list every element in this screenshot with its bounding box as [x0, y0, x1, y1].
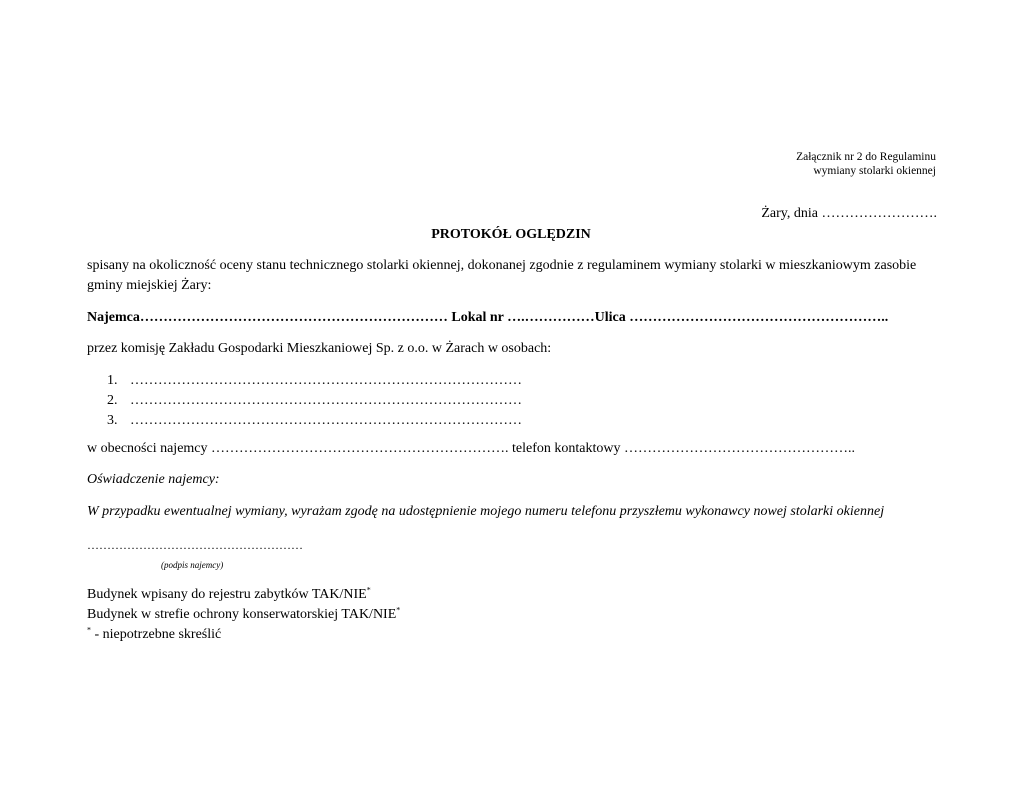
annex-line-2: wymiany stolarki okiennej [813, 165, 936, 177]
list-item [107, 391, 522, 411]
commission-members-list [107, 371, 522, 431]
list-item-number: 3. [107, 413, 118, 428]
signature-line: ……………………………………………… [87, 538, 303, 552]
building-registry-text: Budynek wpisany do rejestru zabytków TAK/NIE [87, 587, 367, 602]
list-item [107, 371, 522, 391]
presence-line: w obecności najemcy ………………………………………………………. telefon kontaktowy ………………………………………….. [87, 441, 855, 456]
annex-header [796, 150, 936, 178]
asterisk-mark: * [396, 605, 401, 615]
annex-line-1: Załącznik nr 2 do Regulaminu [796, 151, 936, 163]
building-conservation-text: Budynek w strefie ochrony konserwatorskiej TAK/NIE [87, 607, 397, 622]
statement-body: W przypadku ewentualnej wymiany, wyrażam zgodę na udostępnienie mojego numeru telefonu przyszłemu wykonawcy nowej stolarki okiennej [87, 504, 885, 519]
intro-paragraph: spisany na okoliczność oceny stanu technicznego stolarki okiennej, dokonanej zgodnie z regulaminem wymiany stolarki w mieszkaniowym zasobie gminy miejskiej Żary: [87, 258, 917, 293]
commission-line: przez komisję Zakładu Gospodarki Mieszkaniowej Sp. z o.o. w Żarach w osobach: [87, 341, 552, 356]
place-date: Żary, dnia ……………………. [761, 206, 937, 221]
list-item-number: 1. [107, 373, 118, 388]
footnote-text: - niepotrzebne skreślić [91, 627, 222, 642]
list-item-dots: ………………………………………………………………………… [130, 413, 522, 428]
asterisk-mark: * [366, 585, 371, 595]
list-item-dots: ………………………………………………………………………… [130, 373, 522, 388]
statement-heading: Oświadczenie najemcy: [87, 472, 220, 487]
tenant-line: Najemca………………………………………………………… Lokal nr ….……………Ulica ……………………………………………….. [87, 310, 889, 325]
document-title: PROTOKÓŁ OGLĘDZIN [431, 227, 591, 242]
list-item-number: 2. [107, 393, 118, 408]
list-item [107, 411, 522, 431]
footnote-line [87, 627, 221, 643]
list-item-dots: ………………………………………………………………………… [130, 393, 522, 408]
signature-caption: (podpis najemcy) [161, 560, 224, 570]
building-registry-line [87, 587, 371, 603]
building-conservation-line [87, 607, 400, 623]
asterisk-mark: * [87, 625, 91, 635]
